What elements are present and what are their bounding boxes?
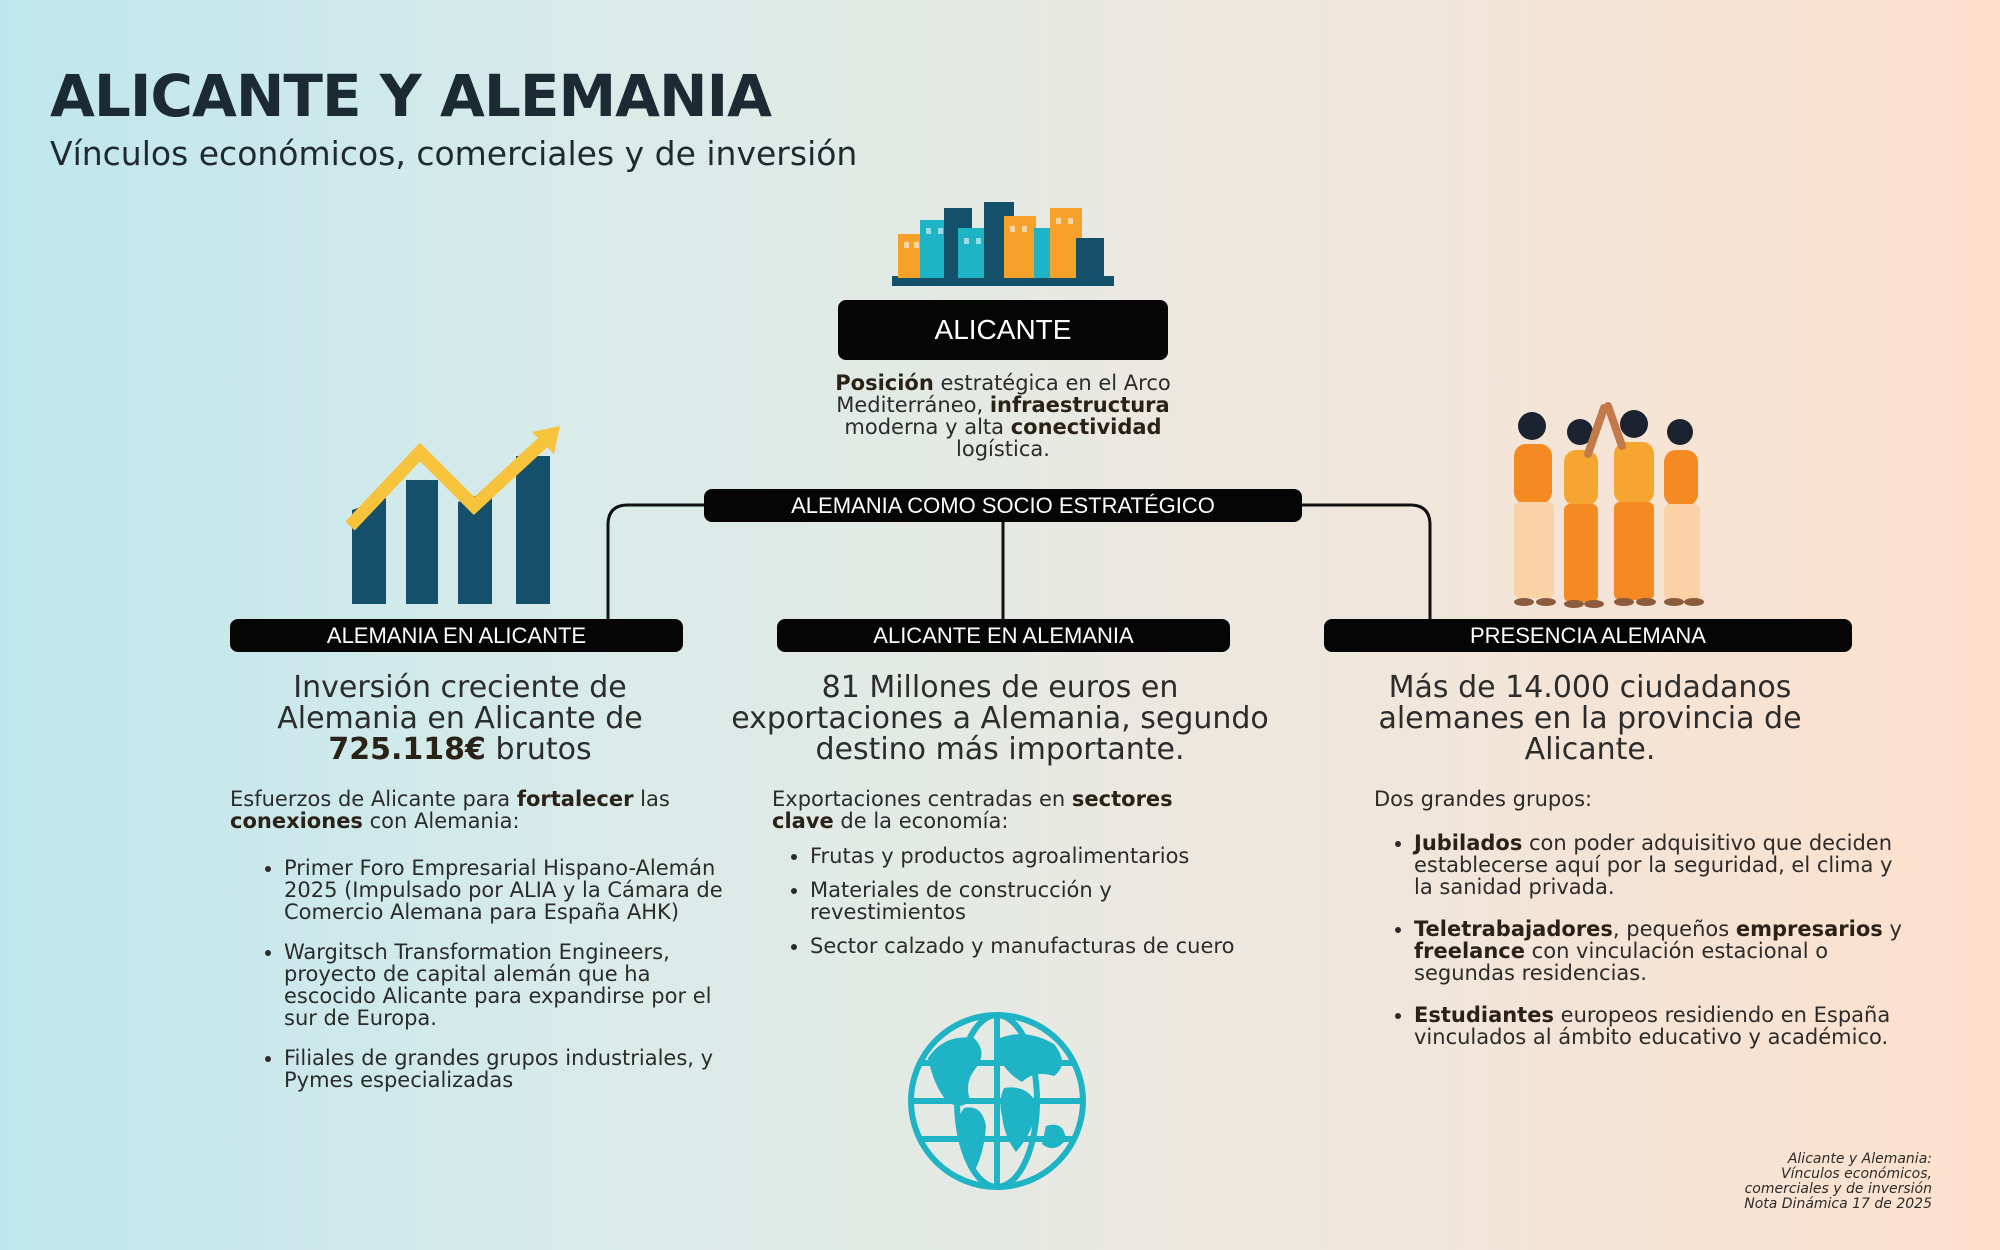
page-title: ALICANTE Y ALEMANIA [50, 62, 772, 130]
right-item-1-text: con poder adquisitivo que deciden establecerse aquí por la seguridad, el clima y la sanidad privada. [1414, 831, 1893, 899]
globe-icon [904, 1008, 1090, 1194]
list-item: • Frutas y productos agroalimentarios [810, 845, 1250, 867]
left-headline [230, 672, 690, 765]
intro-bold-3: conectividad [1010, 415, 1162, 439]
alicante-label: ALICANTE [838, 300, 1168, 360]
left-headline-post: brutos [485, 732, 592, 767]
left-para-pre: Esfuerzos de Alicante para [230, 787, 517, 811]
right-item-1-bold: Jubilados [1414, 831, 1523, 855]
left-list [262, 857, 744, 1109]
list-item [1414, 918, 1904, 984]
left-headline-amount: 725.118€ [328, 732, 486, 767]
presencia-alemana-label: PRESENCIA ALEMANA [1324, 619, 1852, 652]
mid-paragraph [772, 788, 1222, 832]
intro-bold-1: Posición [835, 371, 934, 395]
list-item: • Materiales de construcción y revestimientos [810, 879, 1250, 923]
socio-estrategico-label: ALEMANIA COMO SOCIO ESTRATÉGICO [704, 489, 1302, 522]
intro-text-1: estratégica en el Arco Mediterráneo, [836, 371, 1171, 417]
intro-text-3: logística. [956, 437, 1050, 461]
right-list [1392, 832, 1904, 1068]
mid-para-post: de la economía: [833, 809, 1009, 833]
people-group-icon [1484, 398, 1724, 610]
city-skyline-icon [892, 198, 1114, 286]
right-item-2-bold: Teletrabajadores [1414, 917, 1613, 941]
right-item-3-text: europeos residiendo en España vinculados al ámbito educativo y académico. [1414, 1003, 1891, 1049]
right-headline: Más de 14.000 ciudadanos alemanes en la provincia de Alicante. [1378, 670, 1802, 767]
mid-list [788, 845, 1250, 969]
list-item [1414, 832, 1904, 898]
list-item: • Primer Foro Empresarial Hispano-Alemán 2025 (Impulsado por ALIA y la Cámara de Comercio Alemana para España AHK) [284, 857, 744, 923]
left-paragraph [230, 788, 690, 832]
right-paragraph: Dos grandes grupos: [1374, 787, 1593, 811]
left-para-post: con Alemania: [362, 809, 520, 833]
alemania-en-alicante-label: ALEMANIA EN ALICANTE [230, 619, 683, 652]
left-para-bold-1: fortalecer [516, 787, 634, 811]
left-para-mid: las [633, 787, 670, 811]
mid-headline: 81 Millones de euros en exportaciones a Alemania, segundo destino más importante. [731, 670, 1269, 767]
list-item: • Filiales de grandes grupos industriales, y Pymes especializadas [284, 1047, 744, 1091]
right-item-2-text-3: con vinculación estacional o segundas residencias. [1414, 939, 1829, 985]
growth-chart-icon [346, 420, 562, 606]
list-item: • Wargitsch Transformation Engineers, proyecto de capital alemán que ha escocido Alicante para expandirse por el sur de Europa. [284, 941, 744, 1029]
footnote-line-1: Alicante y Alemania: [1787, 1151, 1932, 1167]
left-headline-pre: Inversión creciente de Alemania en Alicante de [277, 670, 643, 736]
mid-para-bold: sectores clave [772, 787, 1173, 833]
list-item [1414, 1004, 1904, 1048]
intro-bold-2: infraestructura [989, 393, 1170, 417]
mid-para-pre: Exportaciones centradas en [772, 787, 1072, 811]
right-item-3-bold: Estudiantes [1414, 1003, 1554, 1027]
right-item-2-text-2: y [1882, 917, 1902, 941]
right-item-2-bold-3: freelance [1414, 939, 1525, 963]
footnote-line-2: Vínculos económicos, [1781, 1166, 1932, 1182]
right-item-2-text: , pequeños [1612, 917, 1736, 941]
page-subtitle: Vínculos económicos, comerciales y de inversión [50, 134, 858, 173]
intro-text-2: moderna y alta [844, 415, 1011, 439]
alicante-intro [800, 372, 1206, 460]
footnote-line-3: comerciales y de inversión [1744, 1181, 1932, 1197]
list-item: • Sector calzado y manufacturas de cuero [810, 935, 1250, 957]
left-para-bold-2: conexiones [230, 809, 363, 833]
footnote [1672, 1152, 1932, 1212]
right-item-2-bold-2: empresarios [1735, 917, 1883, 941]
alicante-en-alemania-label: ALICANTE EN ALEMANIA [777, 619, 1230, 652]
footnote-line-4: Nota Dinámica 17 de 2025 [1744, 1196, 1932, 1212]
